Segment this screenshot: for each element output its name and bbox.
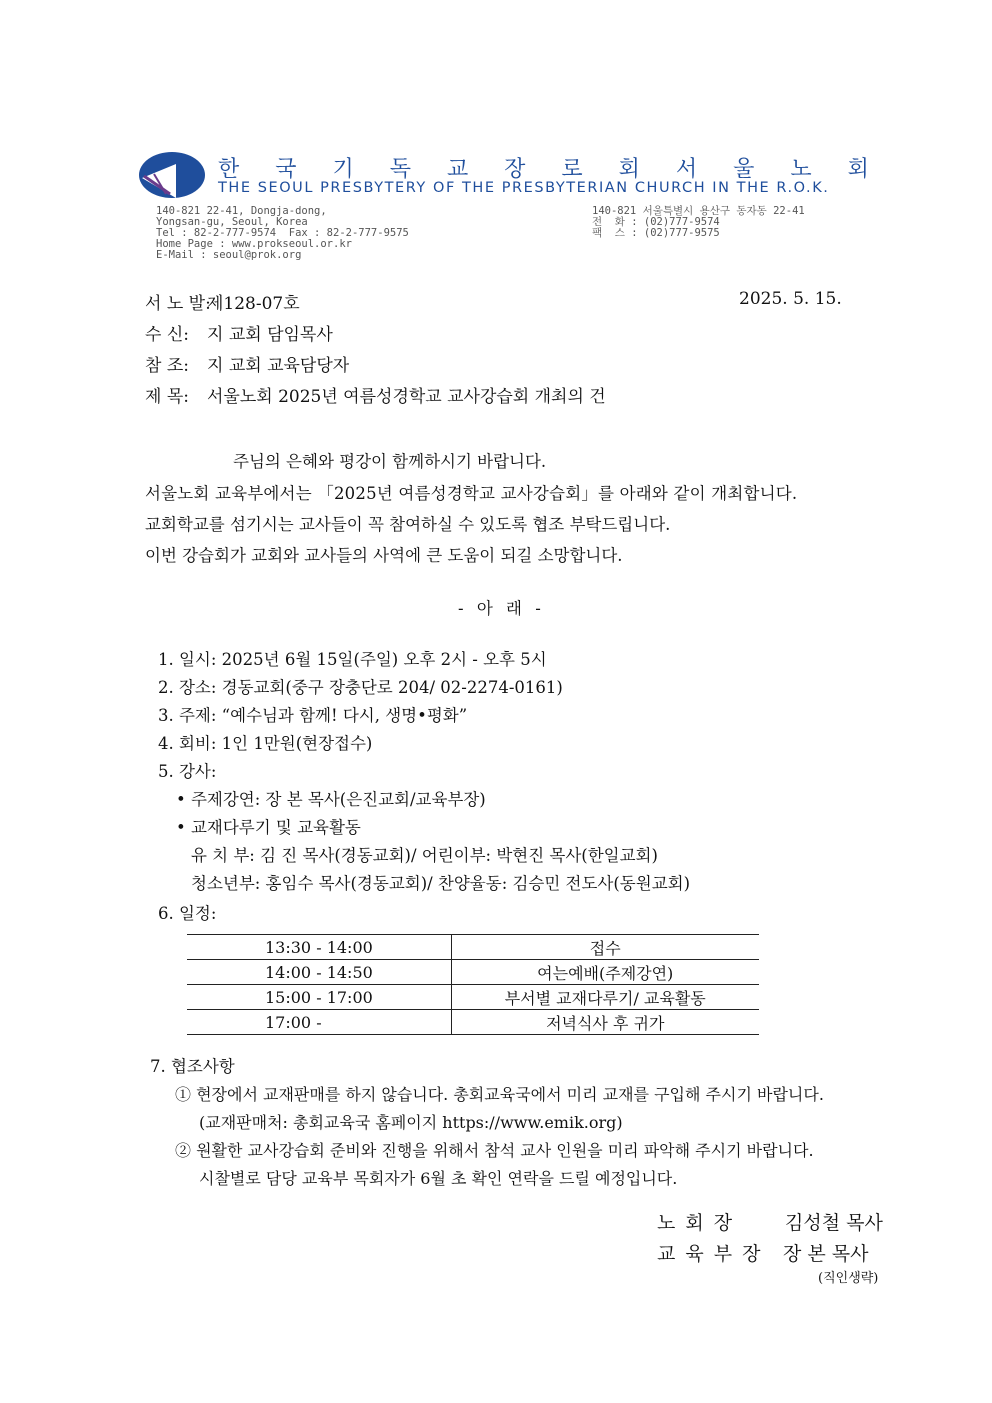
schedule-table bbox=[187, 934, 759, 1035]
body-line: 교회학교를 섬기시는 교사들이 꼭 참여하실 수 있도록 협조 부탁드립니다. bbox=[145, 515, 671, 534]
item-workshop-line: 청소년부: 홍임수 목사(경동교회)/ 찬양율동: 김승민 전도사(동원교회) bbox=[191, 874, 691, 893]
schedule-time: 15:00 - 17:00 bbox=[187, 985, 451, 1010]
schedule-time: 17:00 - bbox=[187, 1010, 451, 1035]
greeting: 주님의 은혜와 평강이 함께하시기 바랍니다. bbox=[233, 452, 547, 471]
item-fee: 4. 회비: 1인 1만원(현장접수) bbox=[158, 734, 373, 753]
item-coop2-sub: 시찰별로 담당 교육부 목회자가 6월 초 확인 연락을 드릴 예정입니다. bbox=[199, 1169, 678, 1188]
presbytery-logo bbox=[136, 150, 208, 200]
item-coop1: ① 현장에서 교재판매를 하지 않습니다. 총회교육국에서 미리 교재를 구입해 주시기 바랍니다. bbox=[175, 1085, 824, 1104]
table-row bbox=[187, 1010, 759, 1035]
body-line: 서울노회 교육부에서는 「2025년 여름성경학교 교사강습회」를 아래와 같이 개최합니다. bbox=[145, 484, 798, 503]
doc-number: 제128-07호 bbox=[207, 294, 300, 314]
schedule-activity: 접수 bbox=[451, 935, 759, 960]
item-place: 2. 장소: 경동교회(중구 장충단로 204/ 02-2274-0161) bbox=[158, 678, 563, 697]
table-row bbox=[187, 985, 759, 1010]
recipient-row: 수 신: 지 교회 담임목사 bbox=[145, 325, 333, 345]
item-coop2: ② 원활한 교사강습회 준비와 진행을 위해서 참석 교사 인원을 미리 파악해 주시기 바랍니다. bbox=[175, 1141, 814, 1160]
address-korean: 140-821 서울특별시 용산구 동자동 22-41 전 화 : (02)777-9574 팩 스 : (02)777-9575 bbox=[592, 205, 805, 239]
schedule-activity: 여는예배(주제강연) bbox=[451, 960, 759, 985]
seal-omitted-note: (직인생략) bbox=[818, 1271, 879, 1286]
recipient: 지 교회 담임목사 bbox=[207, 325, 333, 345]
doc-number-label: 서 노 발: bbox=[145, 294, 211, 314]
schedule-activity: 부서별 교재다루기/ 교육활동 bbox=[451, 985, 759, 1010]
item-date: 1. 일시: 2025년 6월 15일(주일) 오후 2시 - 오후 5시 bbox=[158, 650, 547, 669]
org-name-korean: 한 국 기 독 교 장 로 회 서 울 노 회 bbox=[218, 157, 870, 182]
table-row bbox=[187, 935, 759, 960]
signature-title-1: 노 회 장 bbox=[657, 1212, 735, 1234]
body-line: 이번 강습회가 교회와 교사들의 사역에 큰 도움이 되길 소망합니다. bbox=[145, 546, 623, 565]
item-cooperation-heading: 7. 협조사항 bbox=[150, 1057, 235, 1076]
item-schedule-heading: 6. 일정: bbox=[158, 904, 217, 923]
item-keynote: • 주제강연: 장 본 목사(은진교회/교육부장) bbox=[176, 790, 486, 809]
address-english: 140-821 22-41, Dongja-dong, Yongsan-gu, Seoul, Korea Tel : 82-2-777-9574 Fax : 82-2-777-9575 Home Page : www.prokseoul.or.kr E-Mail : seoul@prok.org bbox=[156, 205, 409, 261]
cc-row: 참 조: 지 교회 교육담당자 bbox=[145, 356, 350, 376]
item-workshop: • 교재다루기 및 교육활동 bbox=[176, 818, 361, 837]
schedule-time: 13:30 - 14:00 bbox=[187, 935, 451, 960]
item-workshop-line: 유 치 부: 김 진 목사(경동교회)/ 어린이부: 박현진 목사(한일교회) bbox=[191, 846, 658, 865]
table-row bbox=[187, 960, 759, 985]
notice-heading: - 아 래 - bbox=[458, 599, 545, 618]
signature-name-2: 장 본 목사 bbox=[783, 1243, 869, 1265]
cc-recipient: 지 교회 교육담당자 bbox=[207, 356, 350, 376]
org-name-english: THE SEOUL PRESBYTERY OF THE PRESBYTERIAN CHURCH IN THE R.O.K. bbox=[218, 180, 830, 196]
subject: 서울노회 2025년 여름성경학교 교사강습회 개최의 건 bbox=[207, 387, 606, 407]
signature-title-2: 교 육 부 장 bbox=[657, 1243, 763, 1265]
schedule-time: 14:00 - 14:50 bbox=[187, 960, 451, 985]
doc-number-row bbox=[145, 289, 300, 314]
item-coop1-sub: (교재판매처: 총회교육국 홈페이지 https://www.emik.org) bbox=[199, 1113, 623, 1132]
signature-name-1: 김성철 목사 bbox=[785, 1212, 883, 1234]
item-speakers-heading: 5. 강사: bbox=[158, 762, 217, 781]
subject-row: 제 목: 서울노회 2025년 여름성경학교 교사강습회 개최의 건 bbox=[145, 387, 606, 407]
schedule-activity: 저녁식사 후 귀가 bbox=[451, 1010, 759, 1035]
doc-date: 2025. 5. 15. bbox=[739, 289, 842, 309]
item-theme: 3. 주제: “예수님과 함께! 다시, 생명•평화” bbox=[158, 706, 468, 725]
